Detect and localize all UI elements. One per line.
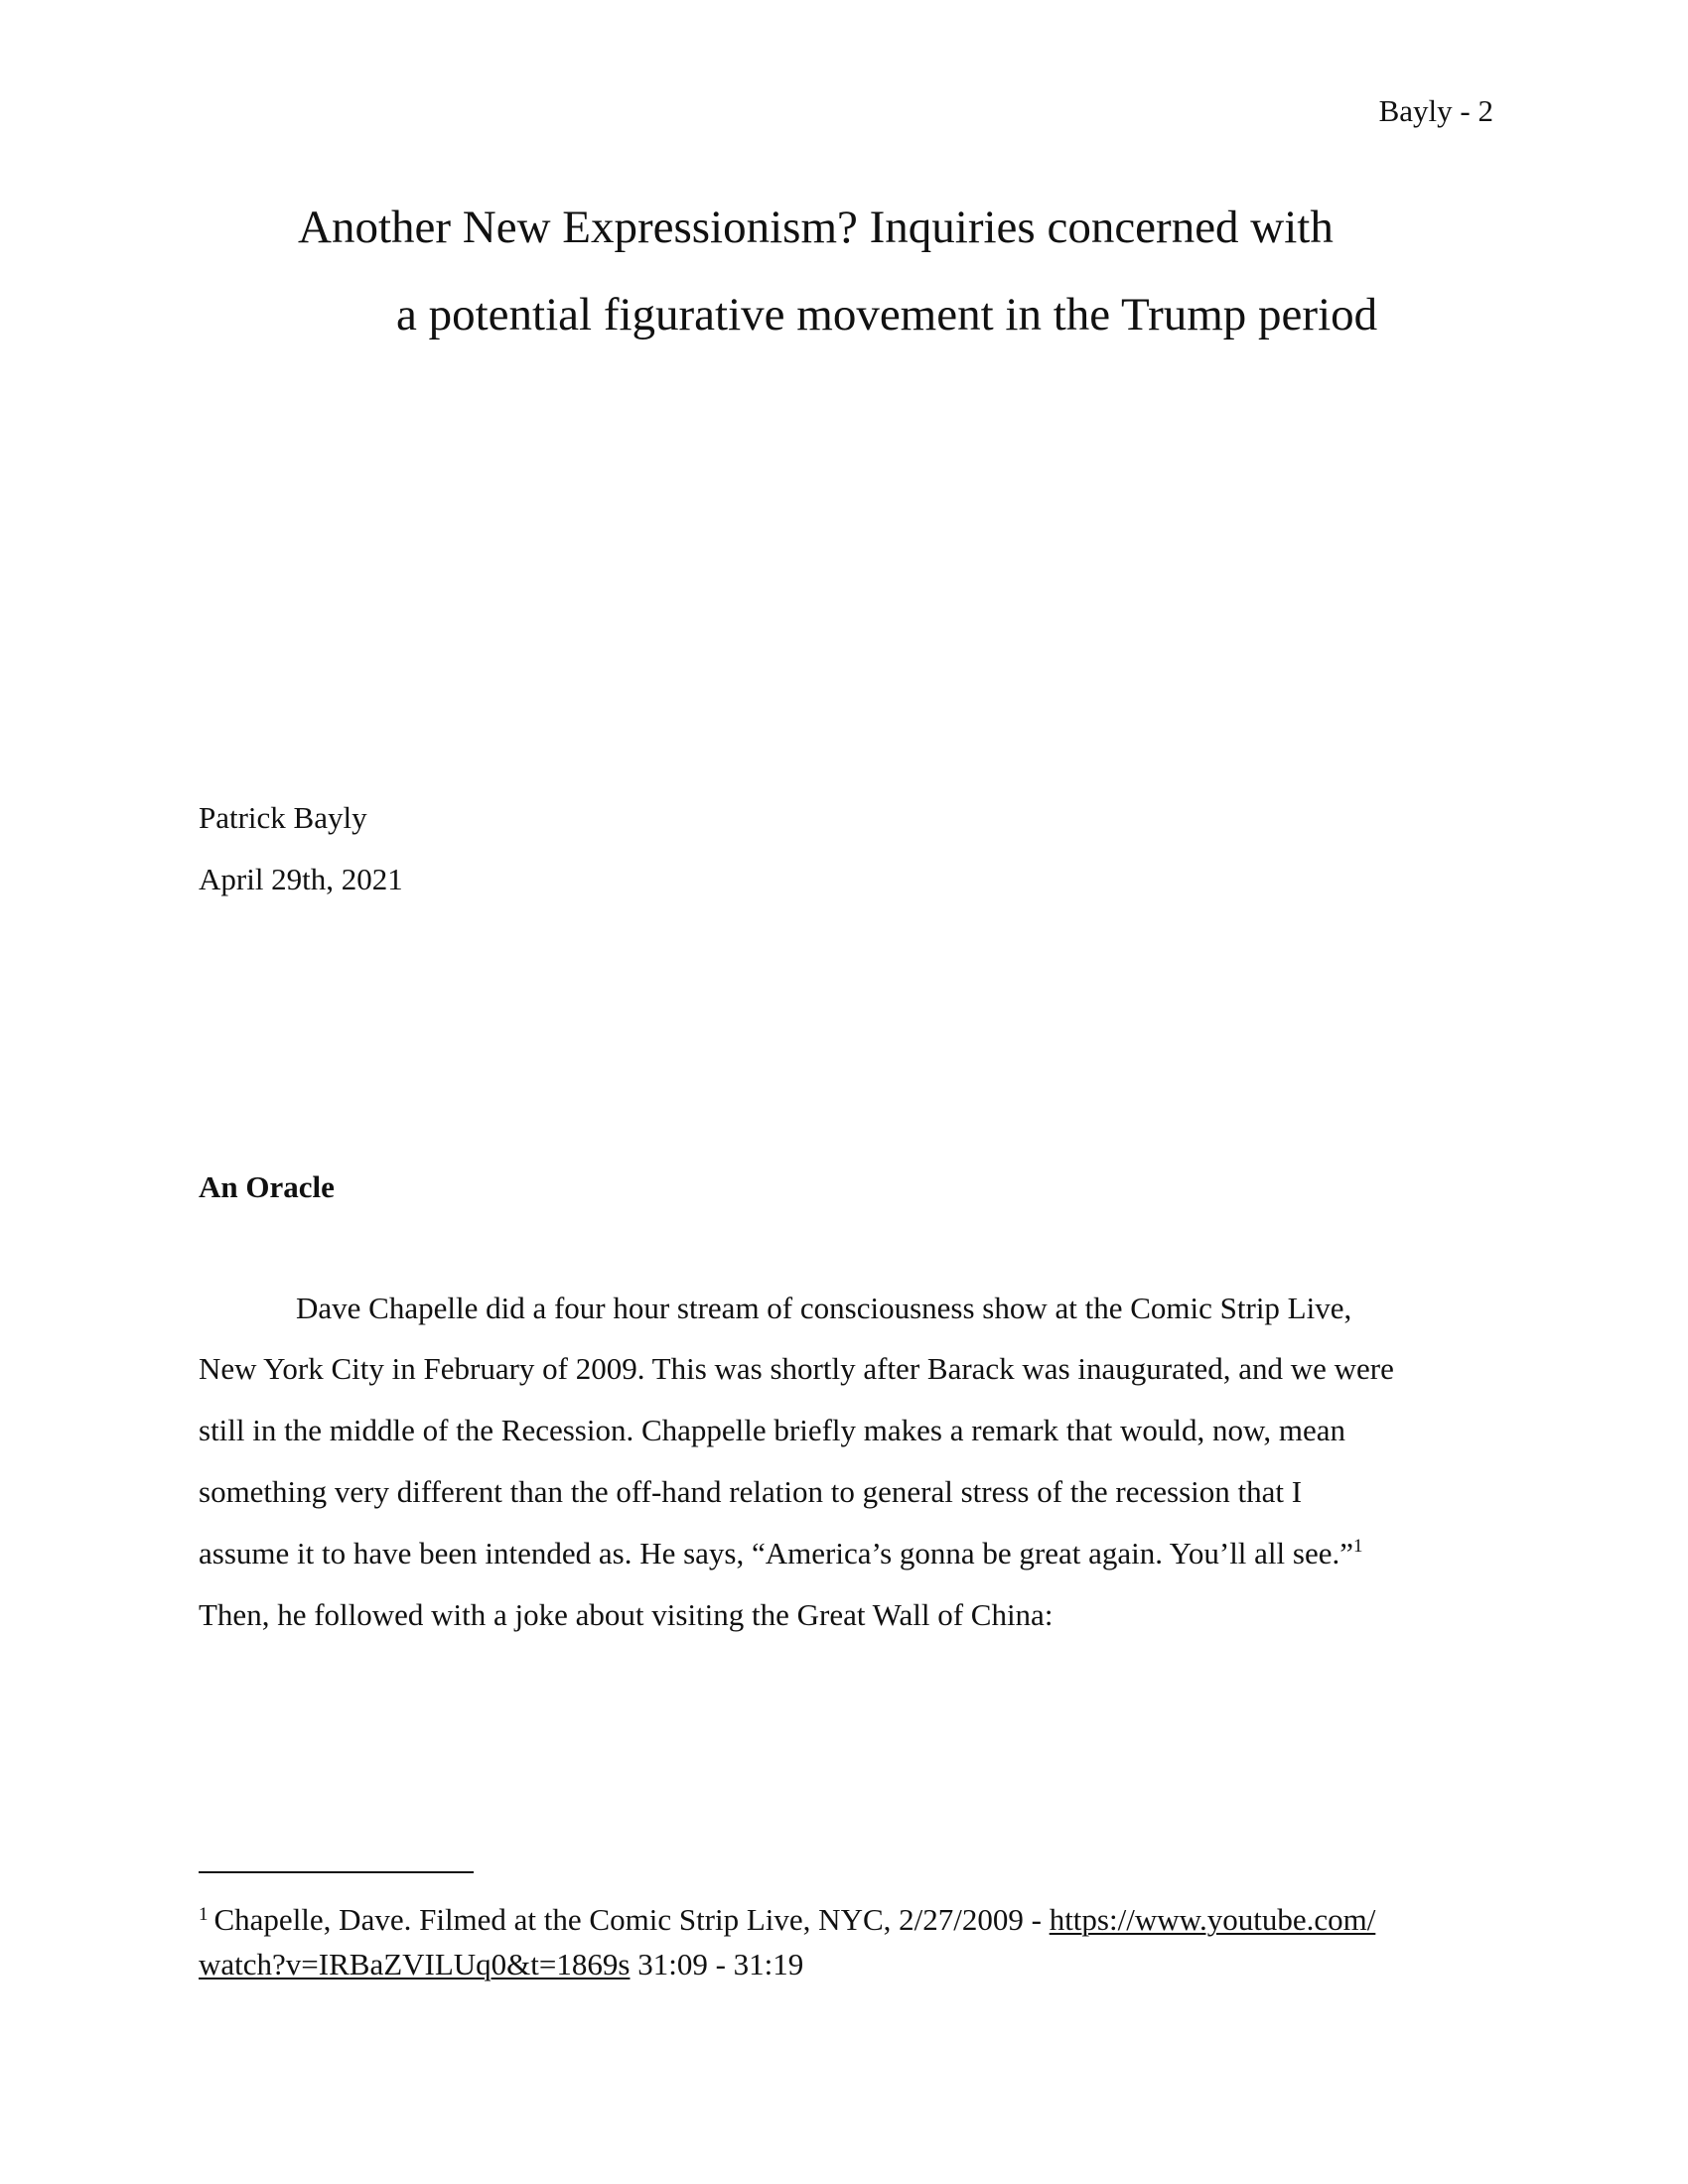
footnote (199, 1900, 1375, 1940)
footnote-citation: Chapelle, Dave. Filmed at the Comic Strip Live, NYC, 2/27/2009 - (213, 1902, 1050, 1937)
footnote-link-part-2[interactable]: watch?v=IRBaZVILUq0&t=1869s (199, 1947, 631, 1981)
footnote-ref[interactable]: 1 (1353, 1536, 1363, 1557)
footnote-separator (199, 1871, 474, 1873)
title-line-2: a potential figurative movement in the Trump period (396, 289, 1378, 341)
running-head: Bayly - 2 (1378, 93, 1493, 128)
body-line-4: something very different than the off-hand relation to general stress of the recession that I (199, 1474, 1303, 1509)
body-line-6: Then, he followed with a joke about visiting the Great Wall of China: (199, 1597, 1054, 1632)
document-date: April 29th, 2021 (199, 862, 403, 896)
body-line-1: Dave Chapelle did a four hour stream of consciousness show at the Comic Strip Live, (296, 1291, 1352, 1325)
body-line-2: New York City in February of 2009. This was shortly after Barack was inaugurated, and we were (199, 1351, 1394, 1386)
body-line-3: still in the middle of the Recession. Chappelle briefly makes a remark that would, now, mean (199, 1413, 1346, 1447)
title-line-1: Another New Expressionism? Inquiries concerned with (298, 202, 1334, 253)
body-line-5-text: assume it to have been intended as. He says, “America’s gonna be great again. You’ll all see.” (199, 1536, 1353, 1570)
body-line-5 (199, 1534, 1363, 1573)
footnote-number: 1 (199, 1904, 209, 1925)
footnote-link-part-1[interactable]: https://www.youtube.com/ (1049, 1902, 1376, 1937)
author-name: Patrick Bayly (199, 800, 367, 835)
footnote-continuation (199, 1945, 803, 1984)
footnote-timestamp: 31:09 - 31:19 (630, 1947, 804, 1981)
section-heading: An Oracle (199, 1169, 335, 1204)
